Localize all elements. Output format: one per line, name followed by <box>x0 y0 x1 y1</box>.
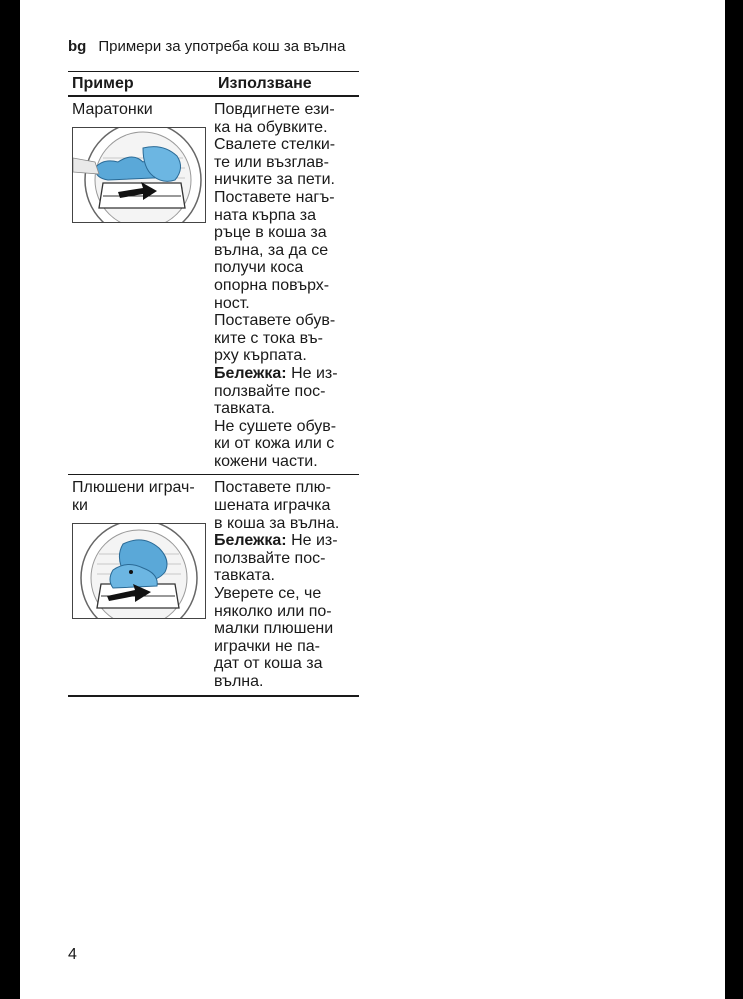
manual-page <box>20 0 725 999</box>
page-title: Примери за употреба кош за вълна <box>98 38 346 55</box>
column-header-example: Пример <box>72 74 134 92</box>
note-paragraph: Бележка: Не из- ползвайте пос- тавката. <box>214 364 338 418</box>
usage-paragraph: Уверете се, че няколко или по- малки плюшени играчки не па- дат от коша за вълна. <box>214 585 334 690</box>
usage-paragraph: Повдигнете ези- ка на обувките. <box>214 101 335 136</box>
usage-paragraph: Свалете стелки- те или възглав- ничките за пети. <box>214 136 336 189</box>
sneakers-in-drum-illustration <box>72 127 206 223</box>
table-bottom-rule <box>68 695 359 697</box>
table-header <box>68 72 359 95</box>
usage-text <box>214 101 359 470</box>
page-header <box>68 38 345 55</box>
table-row <box>68 97 359 474</box>
usage-examples-table <box>68 71 359 697</box>
column-header-usage: Използване <box>218 74 312 92</box>
table-row <box>68 475 359 694</box>
usage-paragraph: Поставете нагъ- ната кърпа за ръце в коша за вълна, за да се получи коса опорна повърх- ност. <box>214 188 335 312</box>
page-number: 4 <box>68 946 77 963</box>
example-name: Плюшени играч- ки <box>72 479 195 515</box>
plush-toys-in-drum-illustration <box>72 523 206 619</box>
note-paragraph: Бележка: Не из- ползвайте пос- тавката. <box>214 532 338 585</box>
usage-paragraph: Не сушете обув- ки от кожа или с кожени части. <box>214 417 337 470</box>
example-name: Маратонки <box>72 101 153 118</box>
note-label: Бележка: <box>214 364 287 382</box>
note-label: Бележка: <box>214 532 287 550</box>
usage-text <box>214 479 359 690</box>
usage-paragraph: Поставете обув- ките с тока въ- рху кърпата. <box>214 312 336 365</box>
language-code: bg <box>68 38 87 55</box>
usage-paragraph: Поставете плю- шената играчка в коша за вълна. <box>214 479 340 532</box>
